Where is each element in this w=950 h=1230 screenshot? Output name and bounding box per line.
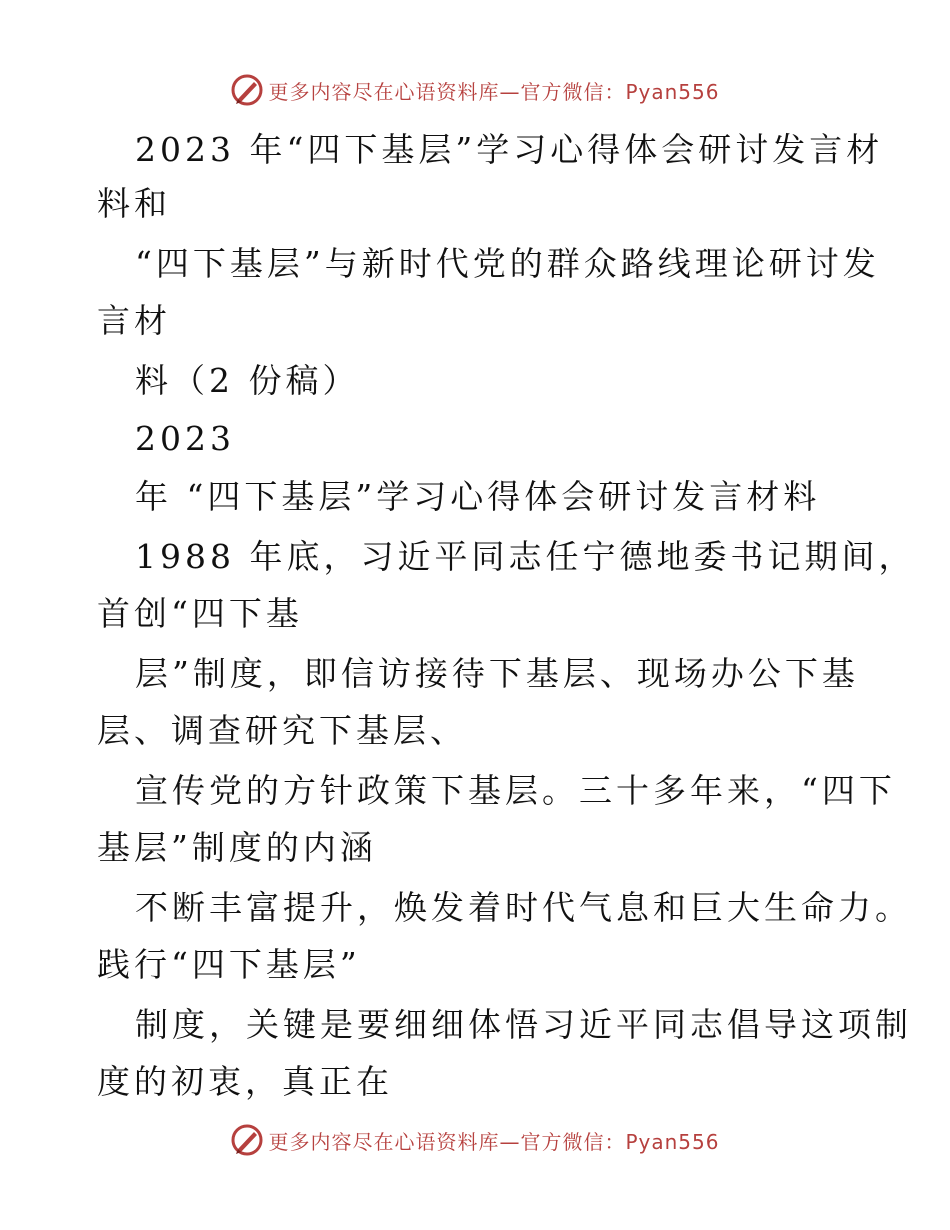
doc-line: 年 “四下基层”学习心得体会研讨发言材料 [135, 477, 821, 516]
doc-line: 2023 [135, 419, 235, 458]
doc-line: 料和 [97, 184, 171, 223]
doc-line: 2023 年“四下基层”学习心得体会研讨发言材 [135, 130, 884, 169]
doc-line: 基层”制度的内涵 [97, 828, 377, 867]
doc-line: 宣传党的方针政策下基层。三十多年来，“四下 [135, 771, 896, 810]
doc-line: “四下基层”与新时代党的群众路线理论研讨发 [135, 244, 880, 283]
doc-line: 践行“四下基层” [97, 945, 361, 984]
doc-line: 制度，关键是要细细体悟习近平同志倡导这项制 [135, 1005, 912, 1044]
doc-line: 度的初衷，真正在 [97, 1062, 393, 1101]
doc-line: 料（2 份稿） [135, 361, 360, 400]
header-banner-text: 更多内容尽在心语资料库—官方微信：Pyan556 [268, 79, 720, 104]
doc-line: 首创“四下基 [97, 594, 303, 633]
pen-logo-icon [230, 1123, 264, 1157]
doc-line: 言材 [97, 301, 171, 340]
doc-line: 层、调查研究下基层、 [97, 711, 467, 750]
footer-banner [0, 1120, 950, 1160]
doc-line: 1988 年底，习近平同志任宁德地委书记期间， [135, 537, 916, 576]
doc-line: 不断丰富提升，焕发着时代气息和巨大生命力。 [135, 888, 912, 927]
doc-line: 层”制度，即信访接待下基层、现场办公下基 [135, 654, 859, 693]
footer-banner-text: 更多内容尽在心语资料库—官方微信：Pyan556 [268, 1129, 720, 1154]
